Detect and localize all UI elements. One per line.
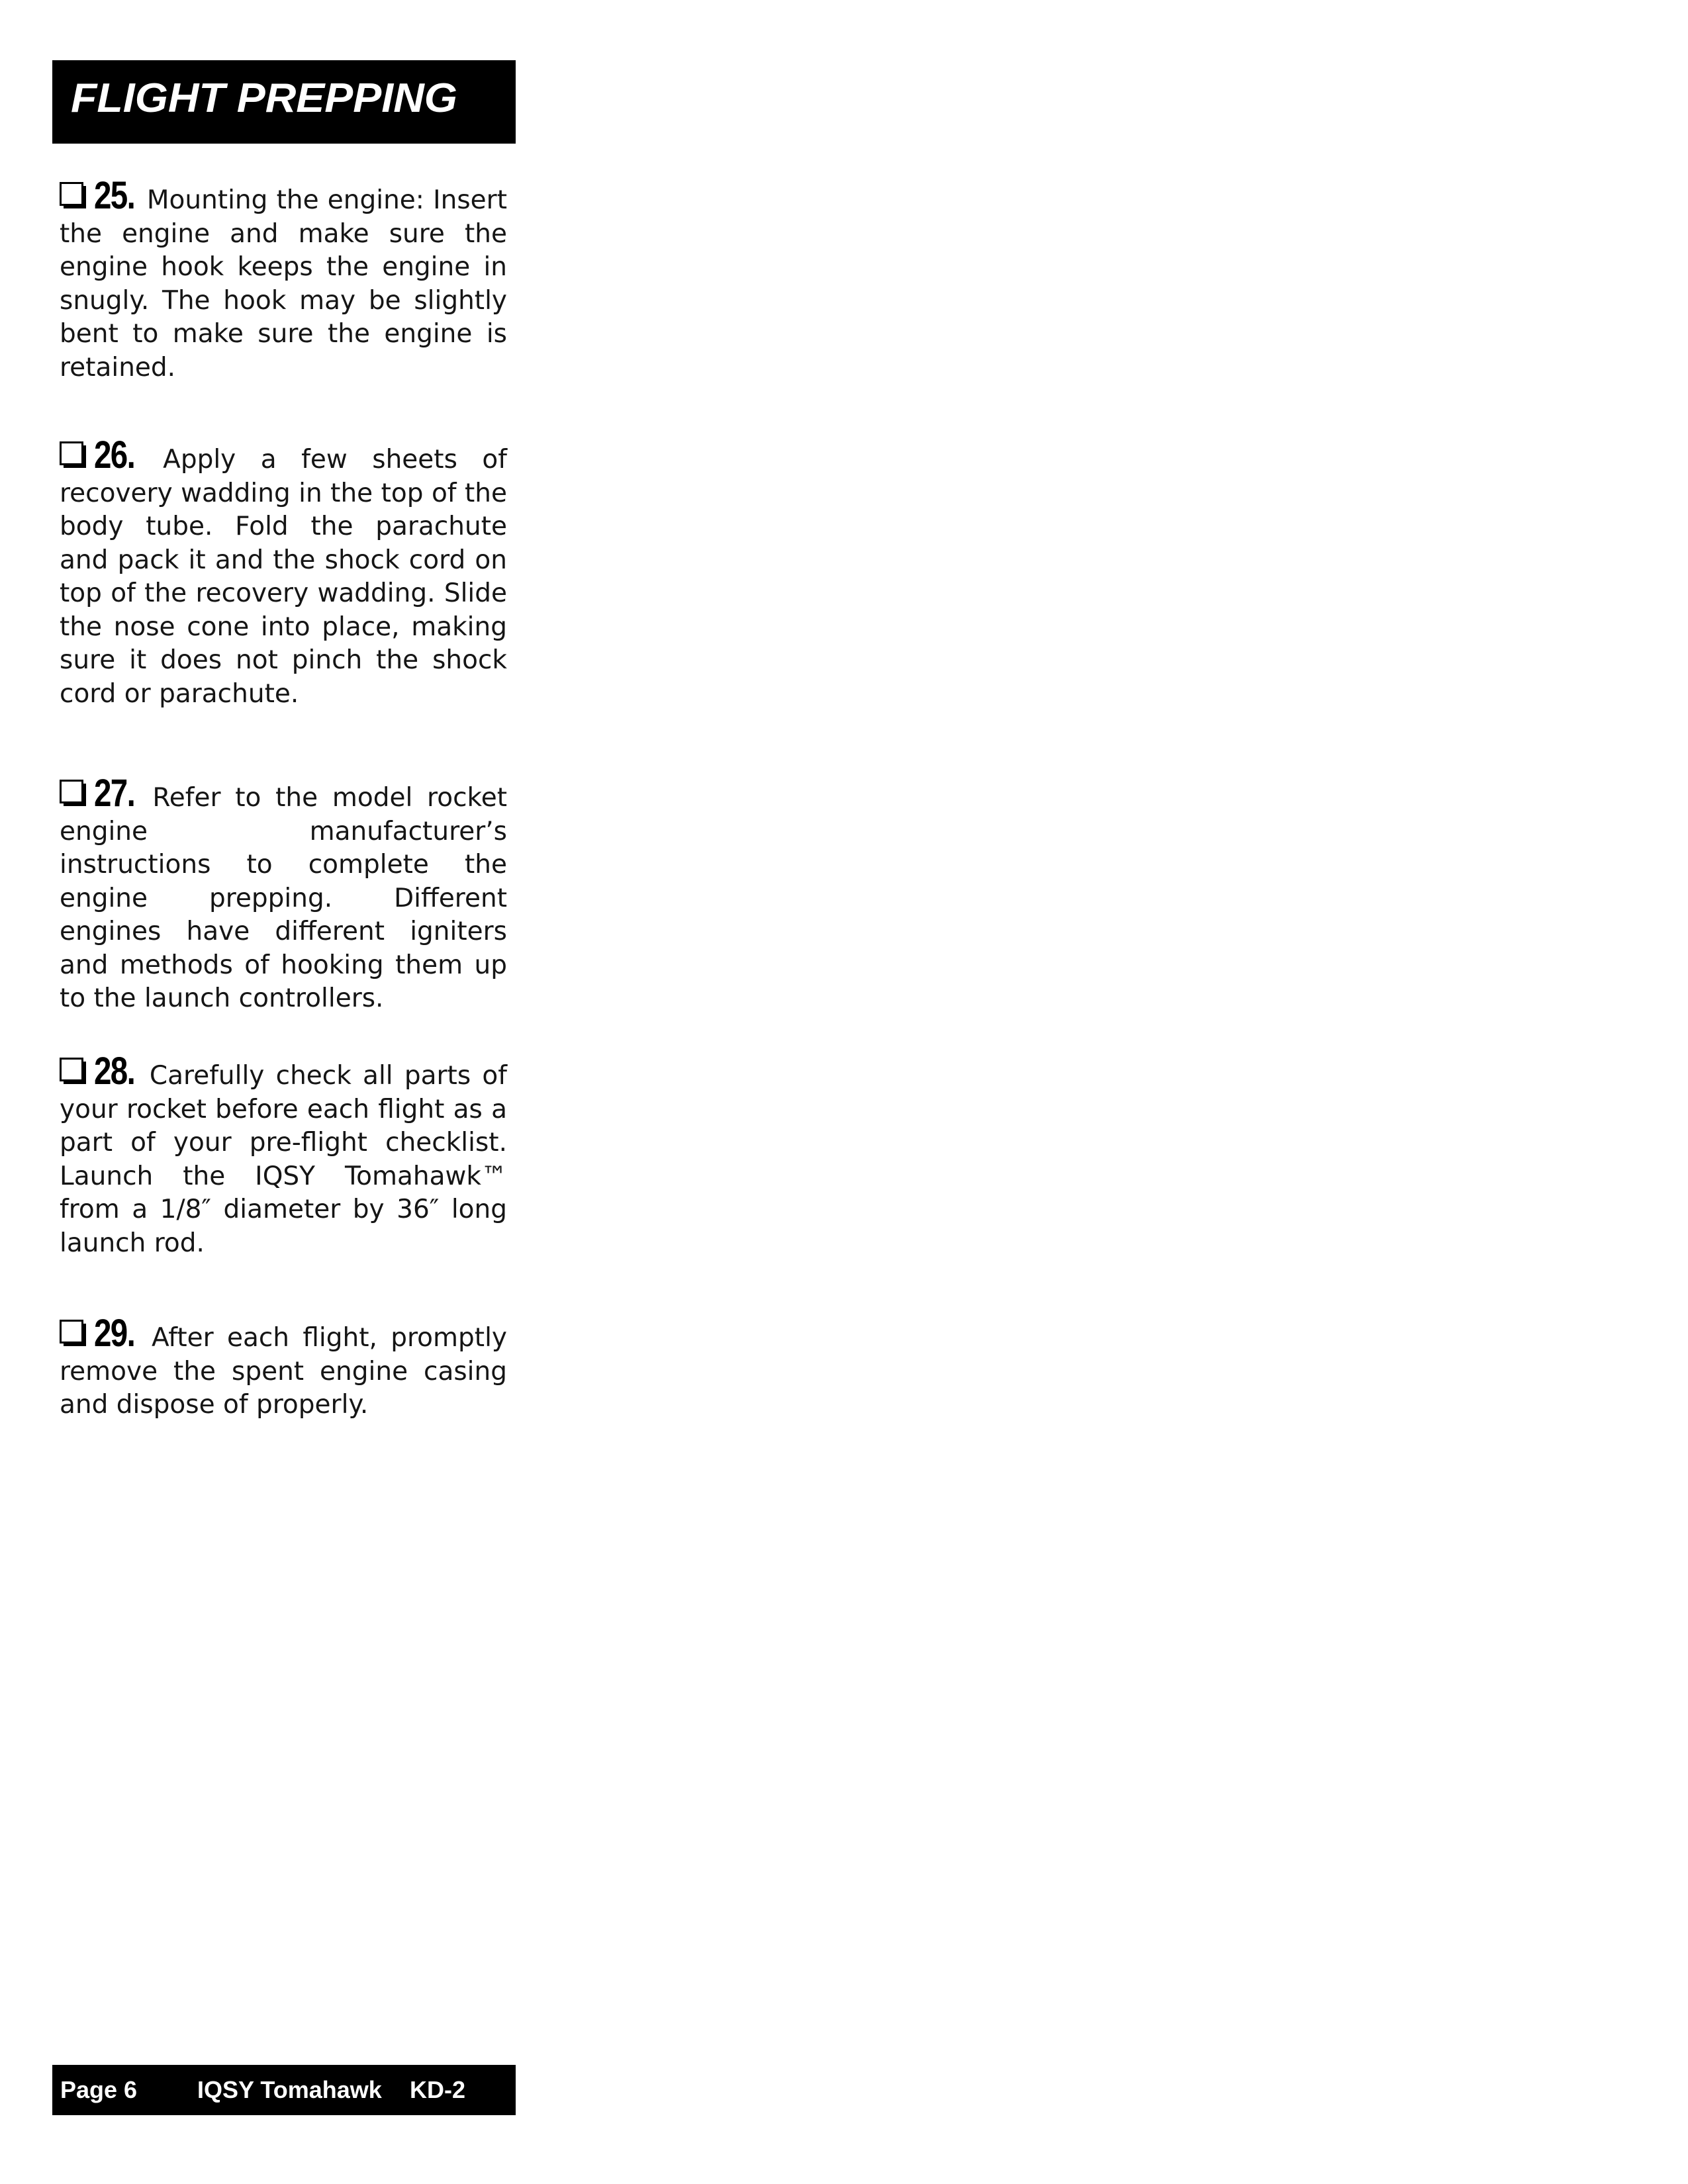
step-27 xyxy=(60,772,507,1016)
footer-page-number: Page 6 xyxy=(60,2076,138,2103)
page-footer xyxy=(52,2065,516,2115)
step-25 xyxy=(60,174,507,385)
checkbox-icon[interactable] xyxy=(60,182,87,210)
step-text: Apply a few sheets of recovery wadding in the top of the body tube. Fold the parachute and pack it and the shock cord on top of the recovery wadding. Slide the nose cone into place, making sure it does not pinch the shock cord or parachute. xyxy=(60,445,507,709)
step-text: After each flight, promptly remove the spent engine casing and dispose of properly. xyxy=(60,1323,507,1420)
section-title: FLIGHT PREPPING xyxy=(71,75,457,121)
section-header xyxy=(52,60,516,144)
step-26 xyxy=(60,433,507,711)
checkbox-icon[interactable] xyxy=(60,1320,87,1347)
checkbox-icon[interactable] xyxy=(60,1058,87,1085)
footer-product-code: KD-2 xyxy=(410,2076,466,2103)
checkbox-icon[interactable] xyxy=(60,780,87,807)
step-text: Refer to the model rocket engine manufacturer’s instructions to complete the engine prepping. Different engines have different igniters and methods of hooking them up to the launch controllers. xyxy=(60,783,507,1013)
step-number: 26. xyxy=(94,433,135,477)
step-28 xyxy=(60,1050,507,1260)
step-text: Carefully check all parts of your rocket before each flight as a part of your pre-flight checklist. Launch the IQSY Tomahawk™ from a 1/8″ diameter by 36″ long launch rod. xyxy=(60,1061,507,1258)
step-number: 27. xyxy=(94,772,135,815)
step-text: Mounting the engine: Insert the engine and make sure the engine hook keeps the engine in snugly. The hook may be slightly bent to make sure the engine is retained. xyxy=(60,185,507,383)
step-number: 25. xyxy=(94,174,135,217)
step-number: 29. xyxy=(94,1312,135,1355)
checkbox-icon[interactable] xyxy=(60,441,87,469)
step-29 xyxy=(60,1312,507,1422)
footer-product-name: IQSY Tomahawk xyxy=(197,2076,382,2103)
step-number: 28. xyxy=(94,1050,135,1093)
